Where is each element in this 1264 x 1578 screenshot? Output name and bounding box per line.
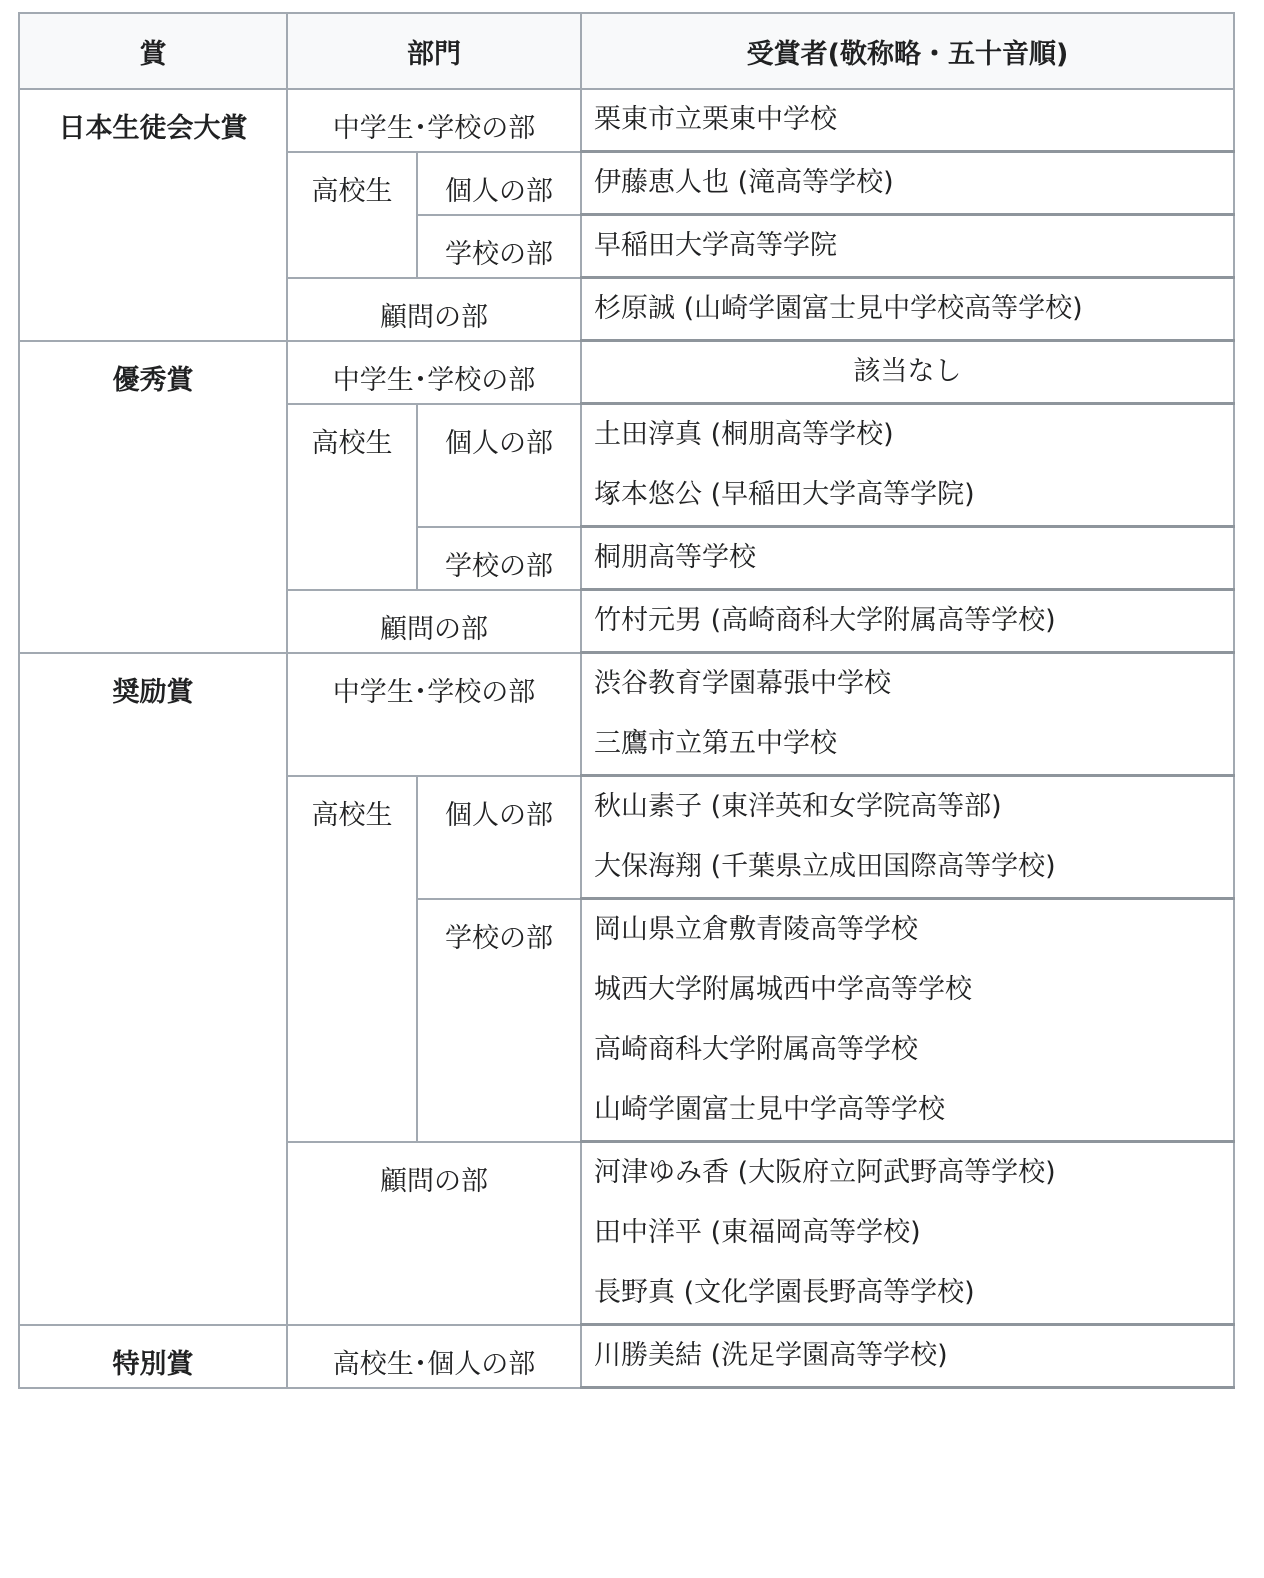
category-label: 中学生･学校の部 (287, 341, 581, 404)
subcategory-label: 個人の部 (417, 776, 581, 899)
prize-excellence: 優秀賞 (19, 341, 287, 653)
category-group-label: 高校生 (287, 152, 417, 278)
recipient-cell (581, 404, 1234, 527)
recipient-cell (581, 590, 1234, 653)
recipient: 秋山素子 (東洋英和女学院高等部) (594, 791, 1002, 822)
recipient: 杉原誠 (山崎学園富士見中学校高等学校) (594, 293, 1083, 324)
recipient: 桐朋高等学校 (594, 542, 756, 573)
category-label: 顧問の部 (287, 590, 581, 653)
category-label: 高校生･個人の部 (287, 1325, 581, 1388)
subcategory-label: 学校の部 (417, 215, 581, 278)
table-row (19, 653, 1234, 776)
recipient-cell (581, 1142, 1234, 1325)
table-row (19, 1325, 1234, 1388)
recipient: 該当なし (853, 356, 962, 387)
category-label: 顧問の部 (287, 278, 581, 341)
recipient: 竹村元男 (高崎商科大学附属高等学校) (594, 605, 1056, 636)
recipient: 栗東市立栗東中学校 (594, 104, 837, 135)
table-row (19, 341, 1234, 404)
recipient: 土田淳真 (桐朋高等学校) (594, 419, 894, 450)
recipient-cell (581, 215, 1234, 278)
recipient: 長野真 (文化学園長野高等学校) (594, 1277, 975, 1308)
recipient: 高崎商科大学附属高等学校 (594, 1034, 918, 1065)
recipient: 岡山県立倉敷青陵高等学校 (594, 914, 918, 945)
header-prize: 賞 (19, 13, 287, 89)
category-label: 中学生･学校の部 (287, 653, 581, 776)
awards-table (18, 12, 1235, 1389)
category-group-label: 高校生 (287, 776, 417, 1142)
recipient-cell (581, 152, 1234, 215)
recipient: 山崎学園富士見中学高等学校 (594, 1094, 945, 1125)
recipient-cell (581, 653, 1234, 776)
prize-grand: 日本生徒会大賞 (19, 89, 287, 341)
category-label: 中学生･学校の部 (287, 89, 581, 152)
recipient: 渋谷教育学園幕張中学校 (594, 668, 891, 699)
category-label: 顧問の部 (287, 1142, 581, 1325)
recipient-cell (581, 278, 1234, 341)
subcategory-label: 学校の部 (417, 527, 581, 590)
recipient: 田中洋平 (東福岡高等学校) (594, 1217, 921, 1248)
subcategory-label: 個人の部 (417, 152, 581, 215)
recipient: 三鷹市立第五中学校 (594, 728, 837, 759)
recipient: 城西大学附属城西中学高等学校 (594, 974, 972, 1005)
recipient: 伊藤恵人也 (滝高等学校) (594, 167, 894, 198)
recipient: 塚本悠公 (早稲田大学高等学院) (594, 479, 975, 510)
category-group-label: 高校生 (287, 404, 417, 590)
header-category: 部門 (287, 13, 581, 89)
recipient-cell (581, 89, 1234, 152)
recipient-cell (581, 776, 1234, 899)
table-row (19, 89, 1234, 152)
recipient-cell (581, 341, 1234, 404)
recipient-cell (581, 899, 1234, 1142)
prize-encouragement: 奨励賞 (19, 653, 287, 1325)
recipient: 河津ゆみ香 (大阪府立阿武野高等学校) (594, 1157, 1056, 1188)
header-row (19, 13, 1234, 89)
recipient: 川勝美結 (洗足学園高等学校) (594, 1340, 948, 1371)
subcategory-label: 個人の部 (417, 404, 581, 527)
recipient: 大保海翔 (千葉県立成田国際高等学校) (594, 851, 1056, 882)
recipient-cell (581, 527, 1234, 590)
recipient: 早稲田大学高等学院 (594, 230, 837, 261)
header-recipients: 受賞者(敬称略・五十音順) (581, 13, 1234, 89)
subcategory-label: 学校の部 (417, 899, 581, 1142)
prize-special: 特別賞 (19, 1325, 287, 1388)
recipient-cell (581, 1325, 1234, 1388)
